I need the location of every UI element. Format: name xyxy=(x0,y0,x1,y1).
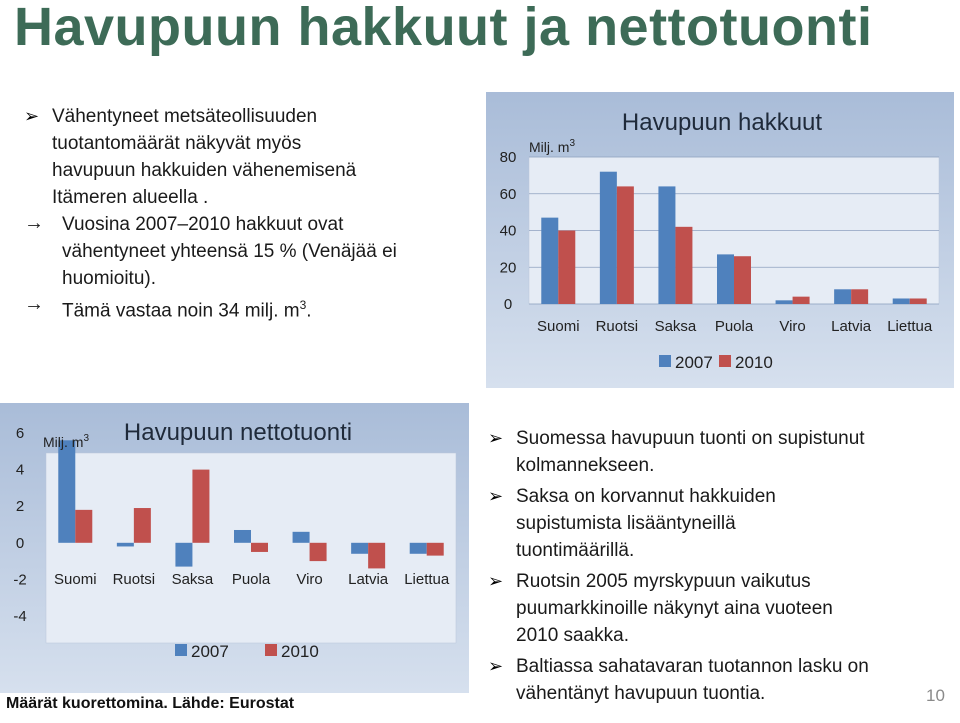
finding-baltics xyxy=(488,653,948,707)
bar-2010-puola xyxy=(734,256,751,304)
volume-text: Tämä vastaa noin 34 milj. m xyxy=(62,300,300,322)
finding-line: Saksa on korvannut hakkuiden xyxy=(516,486,776,507)
volume-end: . xyxy=(306,300,312,322)
finding-finland xyxy=(488,425,948,479)
x-tick-label: Suomi xyxy=(54,571,97,588)
x-tick-label: Suomi xyxy=(537,318,580,335)
bar-2010-saksa xyxy=(675,227,692,304)
bar-2010-viro xyxy=(310,543,327,561)
x-tick-label: Saksa xyxy=(654,318,697,335)
bar-2007-ruotsi xyxy=(600,172,617,304)
x-tick-label: Ruotsi xyxy=(112,571,156,588)
finding-germany xyxy=(488,483,948,564)
y-tick-label: -2 xyxy=(13,571,27,589)
right-arrow-icon: → xyxy=(24,293,44,315)
x-tick-label: Saksa xyxy=(171,571,214,588)
legend-swatch-2007 xyxy=(175,644,187,656)
sub-bullet-line: Vuosina 2007–2010 hakkuut ovat xyxy=(62,214,344,235)
bar-2007-viro xyxy=(293,532,310,543)
x-tick-label: Puola xyxy=(714,318,754,335)
chart-net-import xyxy=(0,403,469,693)
finding-line: Baltiassa sahatavaran tuotannon lasku on xyxy=(516,656,869,677)
unit-label xyxy=(43,433,89,450)
bar-2010-puola xyxy=(251,543,268,552)
unit-label-text: Milj. m xyxy=(529,139,570,155)
bar-2007-suomi xyxy=(58,440,75,542)
bullet-arrow-icon: ➢ xyxy=(488,571,504,591)
sub-bullet-volume xyxy=(24,292,464,324)
y-tick-label: 60 xyxy=(499,185,517,203)
legend-label-2010: 2010 xyxy=(735,353,773,372)
bar-2007-saksa xyxy=(175,543,192,567)
sub-bullet-line: vähentyneet yhteensä 15 % (Venäjää ei xyxy=(62,241,397,262)
bar-2007-liettua xyxy=(410,543,427,554)
x-tick-label: Viro xyxy=(779,318,806,335)
legend-swatch-2010 xyxy=(719,355,731,367)
y-tick-label: 0 xyxy=(503,296,513,313)
finding-line: supistumista lisääntyneillä xyxy=(516,513,736,534)
bar-2010-latvia xyxy=(851,289,868,304)
legend-label-2007: 2007 xyxy=(191,642,229,661)
legend-swatch-2007 xyxy=(659,355,671,367)
source-footer: Määrät kuorettomina. Lähde: Eurostat xyxy=(6,695,295,712)
intro-text xyxy=(24,103,464,324)
bar-2007-viro xyxy=(776,300,793,304)
bullet-line: tuotantomäärät näkyvät myös xyxy=(52,133,302,154)
bullet-arrow-icon: ➢ xyxy=(488,428,504,448)
sub-bullet-decline xyxy=(24,211,464,292)
chart-title: Havupuun hakkuut xyxy=(621,109,823,136)
findings-text xyxy=(488,425,948,711)
unit-label xyxy=(529,138,575,155)
bullet-line: Vähentyneet metsäteollisuuden xyxy=(52,106,318,127)
bar-2010-ruotsi xyxy=(617,186,634,304)
bullet-line: havupuun hakkuiden vähenemisenä xyxy=(52,160,357,181)
y-tick-label: 6 xyxy=(15,425,25,442)
bullet-reduced-production xyxy=(24,103,464,211)
chart-net-import-svg xyxy=(0,403,469,693)
sub-bullet-line: huomioitu). xyxy=(62,268,156,289)
x-tick-label: Liettua xyxy=(887,318,933,335)
unit-sup: 3 xyxy=(569,138,575,149)
bar-2007-suomi xyxy=(541,218,558,304)
bar-2010-suomi xyxy=(558,231,575,305)
bar-2007-latvia xyxy=(834,289,851,304)
bar-2007-latvia xyxy=(351,543,368,554)
bullet-line: Itämeren alueella . xyxy=(52,187,209,208)
bullet-arrow-icon: ➢ xyxy=(488,656,504,676)
y-tick-label: 80 xyxy=(499,149,517,166)
bar-2007-puola xyxy=(234,530,251,543)
x-tick-label: Latvia xyxy=(348,571,389,588)
volume-sup: 3 xyxy=(299,298,307,312)
finding-line: puumarkkinoille näkynyt aina vuoteen xyxy=(516,598,833,619)
bar-2010-saksa xyxy=(192,470,209,543)
right-arrow-icon: → xyxy=(24,212,44,234)
sub-bullet-line xyxy=(62,292,464,324)
page-number: 10 xyxy=(926,686,945,705)
y-tick-label: -4 xyxy=(13,608,27,625)
finding-line: tuontimäärillä. xyxy=(516,540,635,561)
finding-sweden xyxy=(488,568,948,649)
bar-2007-ruotsi xyxy=(117,543,134,547)
bar-2007-puola xyxy=(717,254,734,304)
x-tick-label: Latvia xyxy=(831,318,872,335)
bar-2010-liettua xyxy=(910,298,927,304)
bar-2010-suomi xyxy=(75,510,92,543)
finding-line: Suomessa havupuun tuonti on supistunut xyxy=(516,428,865,449)
unit-sup: 3 xyxy=(83,433,89,444)
bar-2007-liettua xyxy=(893,298,910,304)
finding-line: kolmannekseen. xyxy=(516,455,655,476)
chart-title: Havupuun nettotuonti xyxy=(123,419,353,446)
y-tick-label: 0 xyxy=(15,534,25,552)
legend-label-2007: 2007 xyxy=(675,353,713,372)
slide-title: Havupuun hakkuut ja nettotuonti xyxy=(14,0,873,57)
bullet-arrow-icon: ➢ xyxy=(488,486,504,506)
y-tick-label: 20 xyxy=(499,259,517,277)
x-tick-label: Liettua xyxy=(404,571,450,588)
finding-line: 2010 saakka. xyxy=(516,625,630,646)
x-tick-label: Puola xyxy=(231,571,271,588)
bar-2010-liettua xyxy=(427,543,444,556)
bar-2007-saksa xyxy=(658,186,675,304)
y-tick-label: 2 xyxy=(15,498,25,516)
y-tick-label: 4 xyxy=(15,461,25,479)
chart-harvest xyxy=(486,92,954,388)
bar-2010-ruotsi xyxy=(134,508,151,543)
bar-2010-latvia xyxy=(368,543,385,569)
unit-label-text: Milj. m xyxy=(43,434,84,450)
finding-line: vähentänyt havupuun tuontia. xyxy=(516,683,766,704)
bar-2010-viro xyxy=(793,297,810,304)
finding-line: Ruotsin 2005 myrskypuun vaikutus xyxy=(516,571,811,592)
legend-label-2010: 2010 xyxy=(281,642,319,661)
y-tick-label: 40 xyxy=(499,222,517,240)
x-tick-label: Viro xyxy=(296,571,323,588)
chart-harvest-svg xyxy=(486,92,954,388)
x-tick-label: Ruotsi xyxy=(595,318,639,335)
legend-swatch-2010 xyxy=(265,644,277,656)
bullet-arrow-icon: ➢ xyxy=(24,106,40,126)
